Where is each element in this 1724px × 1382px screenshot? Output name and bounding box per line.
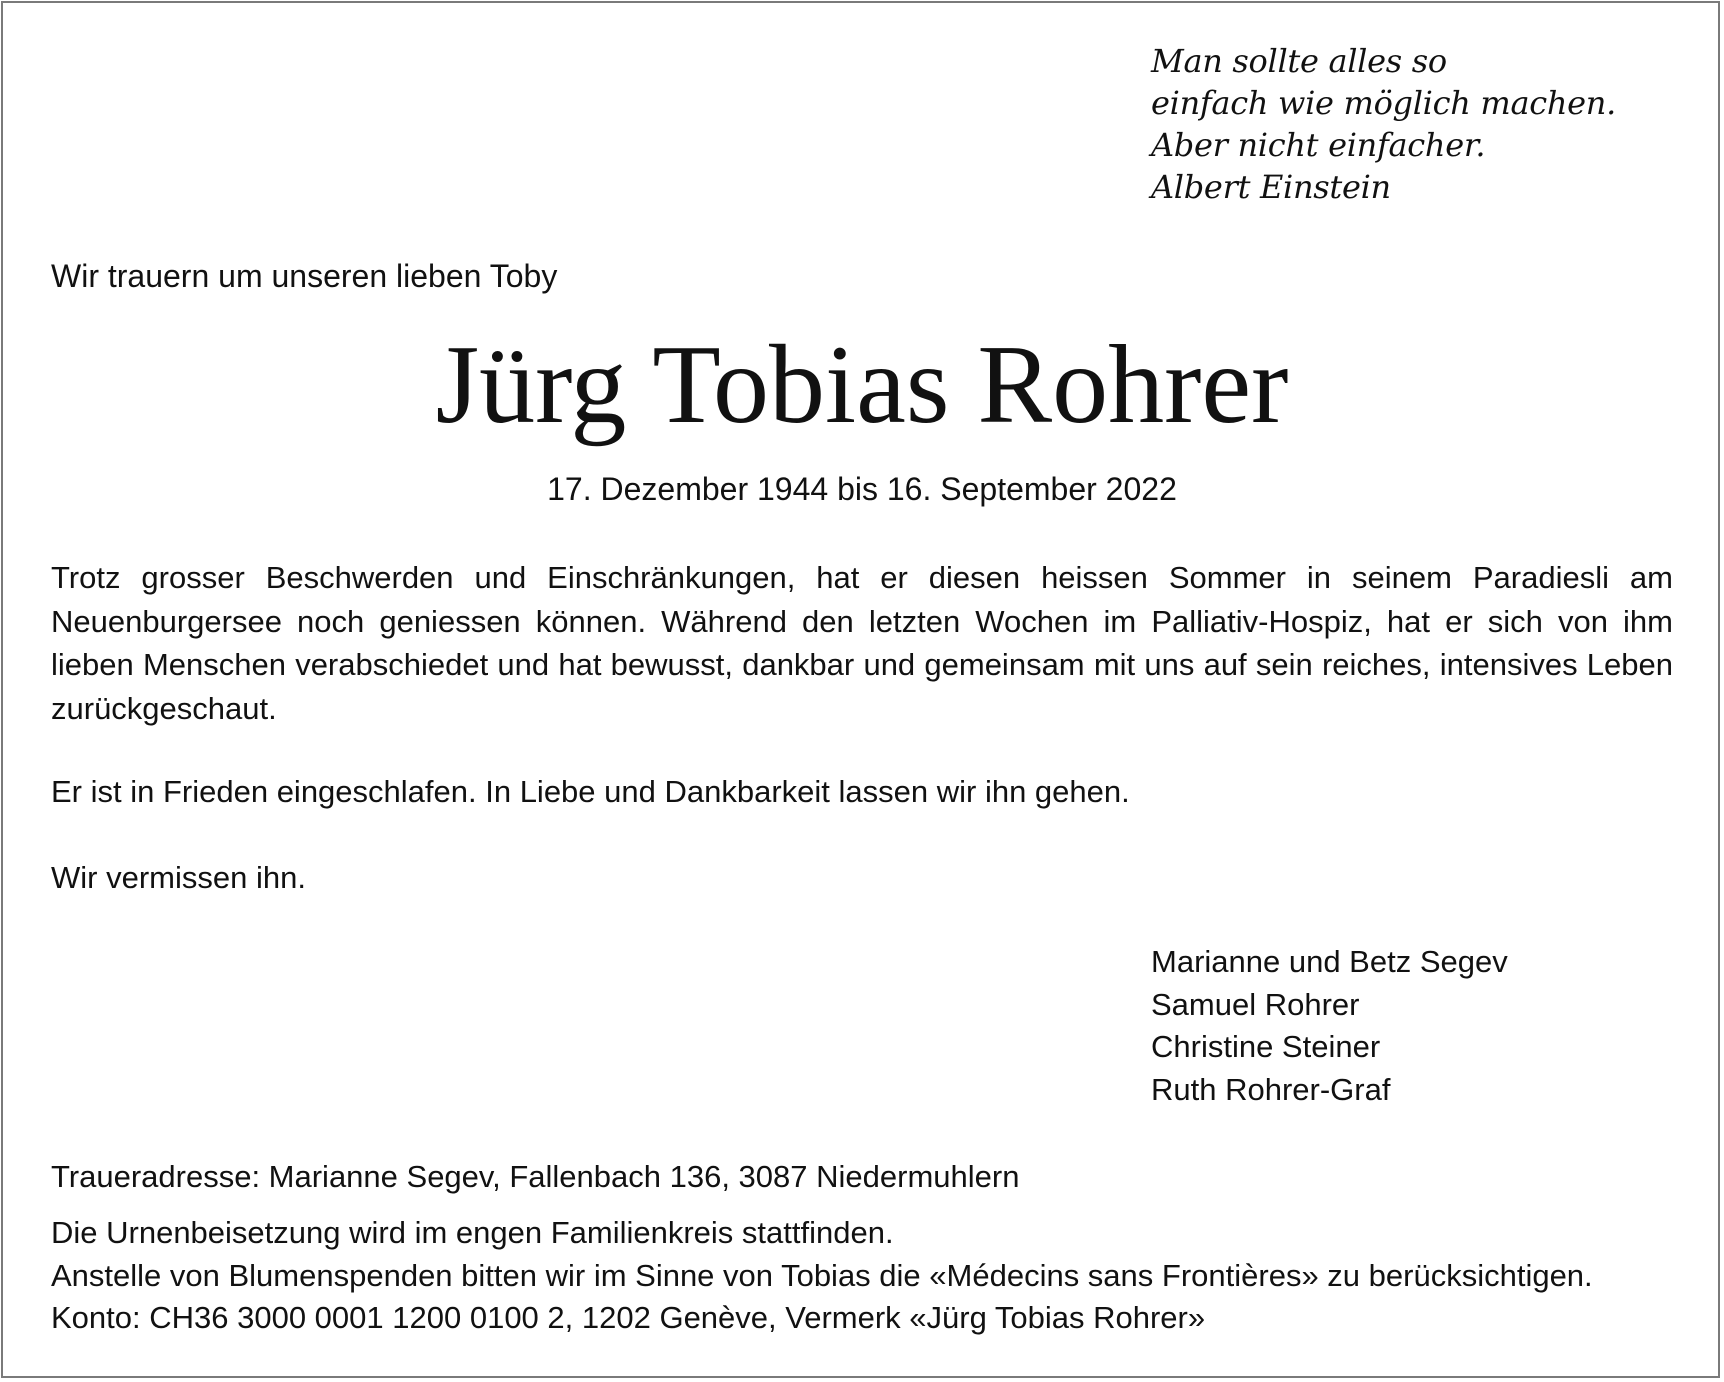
footer-notes	[51, 1212, 1593, 1340]
signer-name: Ruth Rohrer-Graf	[1151, 1071, 1391, 1107]
epigraph-quote	[1151, 40, 1616, 208]
signer-name: Marianne und Betz Segev	[1151, 944, 1508, 979]
signer-name: Christine Steiner	[1151, 1029, 1381, 1064]
third-paragraph: Wir vermissen ihn.	[51, 860, 306, 895]
signers-list	[1151, 941, 1508, 1111]
main-paragraph: Trotz grosser Beschwerden und Einschränkungen, hat er diesen heissen Sommer in seinem Paradiesli am Neuenburgersee noch geniessen können. Während den letzten Wochen im Palliativ-Hospiz, hat er sich von ihm lieben Menschen verabschiedet und hat bewusst, dankbar und gemeinsam mit uns auf sein reiches, intensives Leben zurückgeschaut.	[51, 560, 1673, 726]
intro-line: Wir trauern um unseren lieben Toby	[51, 258, 558, 294]
quote-author: Albert Einstein	[1151, 168, 1391, 206]
footer-line: Konto: CH36 3000 0001 1200 0100 2, 1202 Genève, Vermerk «Jürg Tobias Rohrer»	[51, 1300, 1206, 1335]
quote-line: einfach wie möglich machen.	[1151, 84, 1616, 122]
footer-line: Die Urnenbeisetzung wird im engen Familienkreis stattfinden.	[51, 1215, 894, 1250]
footer-line: Anstelle von Blumenspenden bitten wir im Sinne von Tobias die «Médecins sans Frontières» zu berücksichtigen.	[51, 1257, 1593, 1293]
second-paragraph: Er ist in Frieden eingeschlafen. In Liebe und Dankbarkeit lassen wir ihn gehen.	[51, 774, 1130, 809]
mourning-address: Traueradresse: Marianne Segev, Fallenbach 136, 3087 Niedermuhlern	[51, 1159, 1020, 1194]
signer-name: Samuel Rohrer	[1151, 986, 1360, 1022]
life-dates: 17. Dezember 1944 bis 16. September 2022	[547, 471, 1177, 507]
quote-line: Man sollte alles so	[1151, 42, 1447, 80]
quote-line: Aber nicht einfacher.	[1151, 126, 1486, 164]
deceased-name: Jürg Tobias Rohrer	[435, 323, 1289, 447]
